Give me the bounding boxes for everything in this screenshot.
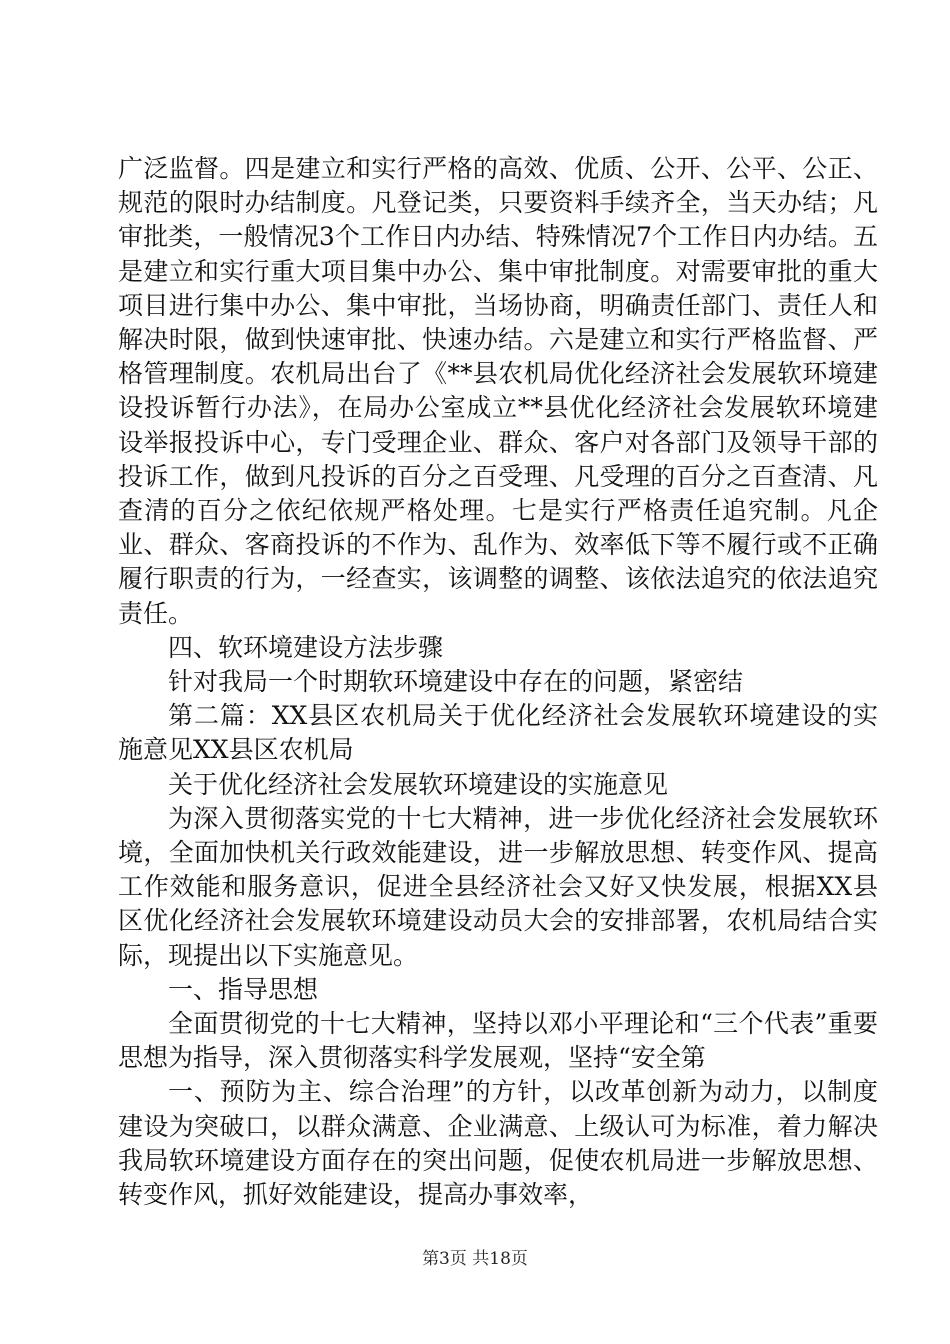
chapter-title: 第二篇：XX县区农机局关于优化经济社会发展软环境建设的实施意见XX县区农机局	[118, 701, 878, 765]
paragraph-truncated: 针对我局一个时期软环境建设中存在的问题，紧密结	[168, 667, 744, 697]
paragraph-continued: 广泛监督。四是建立和实行严格的高效、优质、公开、公平、公正、规范的限时办结制度。凡登记类，只要资料手续齐全，当天办结；凡审批类，一般情况3个工作日内办结、特殊情况7个工作日内办结。五是建立和实行重大项目集中办公、集中审批制度。对需要审批的重大项目进行集中办公、集中审批，当场协商，明确责任部门、责任人和解决时限，做到快速审批、快速办结。六是建立和实行严格监督、严格管理制度。农机局出台了《**县农机局优化经济社会发展软环境建设投诉暂行办法》，在局办公室成立**县优化经济社会发展软环境建设举报投诉中心，专门受理企业、群众、客户对各部门及领导干部的投诉工作，做到凡投诉的百分之百受理、凡受理的百分之百查清、凡查清的百分之依纪依规严格处理。七是实行严格责任追究制。凡企业、群众、客商投诉的不作为、乱作为、效率低下等不履行或不正确履行职责的行为，一经查实，该调整的调整、该依法追究的依法追究责任。	[118, 154, 878, 628]
paragraph-intro: 为深入贯彻落实党的十七大精神，进一步优化经济社会发展软环境，全面加快机关行政效能建设，进一步解放思想、转变作风、提高工作效能和服务意识，促进全县经济社会又好又快发展，根据XX县区优化经济社会发展软环境建设动员大会的安排部署，农机局结合实际，现提出以下实施意见。	[118, 803, 878, 970]
document-body	[118, 152, 878, 1212]
document-subtitle: 关于优化经济社会发展软环境建设的实施意见	[168, 769, 669, 799]
paragraph-guiding-thought: 全面贯彻党的十七大精神，坚持以邓小平理论和“三个代表”重要思想为指导，深入贯彻落实科学发展观，坚持“安全第	[118, 1009, 878, 1073]
paragraph-guiding-thought-cont: 一、预防为主、综合治理”的方针，以改革创新为动力，以制度建设为突破口，以群众满意、企业满意、上级认可为标准，着力解决我局软环境建设方面存在的突出问题，促使农机局进一步解放思想、转变作风，抓好效能建设，提高办事效率，	[118, 1077, 878, 1210]
section-heading-1: 一、指导思想	[168, 974, 319, 1004]
page-number-footer: 第3页 共18页	[422, 1249, 528, 1269]
section-heading-4: 四、软环境建设方法步骤	[168, 632, 444, 662]
